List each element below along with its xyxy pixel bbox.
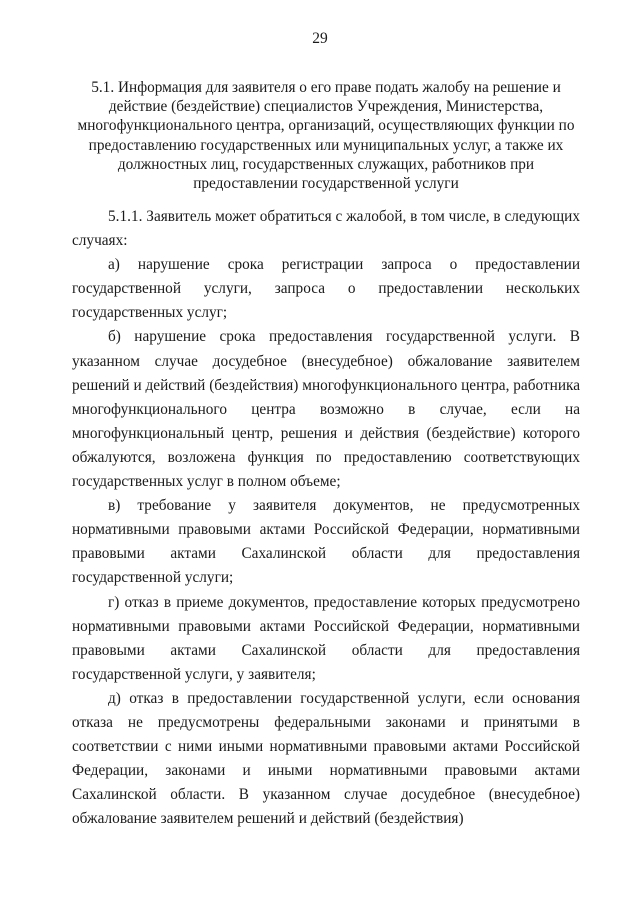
- body-text: [72, 205, 580, 831]
- section-heading: 5.1. Информация для заявителя о его праве подать жалобу на решение и действие (бездействие) специалистов Учреждения, Министерства, многофункционального центра, организаций, осуществляющих функции по предоставлению государственных или муниципальных услуг, а также их должностных лиц, государственных служащих, работников при предоставлении государственной услуги: [77, 79, 575, 193]
- paragraph-item-a: а) нарушение срока регистрации запроса о предоставлении государственной услуги, запроса о предоставлении нескольких государственных услуг;: [72, 256, 580, 322]
- paragraph-item-d: д) отказ в предоставлении государственной услуги, если основания отказа не предусмотрены федеральными законами и принятыми в соответствии с ними иными нормативными правовыми актами Российской Федерации, законами и иными нормативными правовыми актами Сахалинской области. В указанном случае досудебное (внесудебное) обжалование заявителем решений и действий (бездействия): [72, 689, 580, 828]
- paragraph-item-g: г) отказ в приеме документов, предоставление которых предусмотрено нормативными правовыми актами Российской Федерации, нормативными правовыми актами Сахалинской области для предоставления государственной услуги, у заявителя;: [72, 593, 580, 683]
- page-number: 29: [312, 30, 328, 47]
- paragraph-5-1-1: 5.1.1. Заявитель может обратиться с жалобой, в том числе, в следующих случаях:: [72, 208, 580, 250]
- paragraph-item-v: в) требование у заявителя документов, не предусмотренных нормативными правовыми актами Российской Федерации, нормативными правовыми актами Сахалинской области для предоставления государственной услуги;: [72, 497, 580, 587]
- paragraph-item-b: б) нарушение срока предоставления государственной услуги. В указанном случае досудебное (внесудебное) обжалование заявителем решений и действий (бездействия) многофункционального центра, работника многофункционального центра возможно в случае, если на многофункциональный центр, решения и действия (бездействие) которого обжалуются, возложена функция по предоставлению соответствующих государственных услуг в полном объеме;: [72, 328, 580, 491]
